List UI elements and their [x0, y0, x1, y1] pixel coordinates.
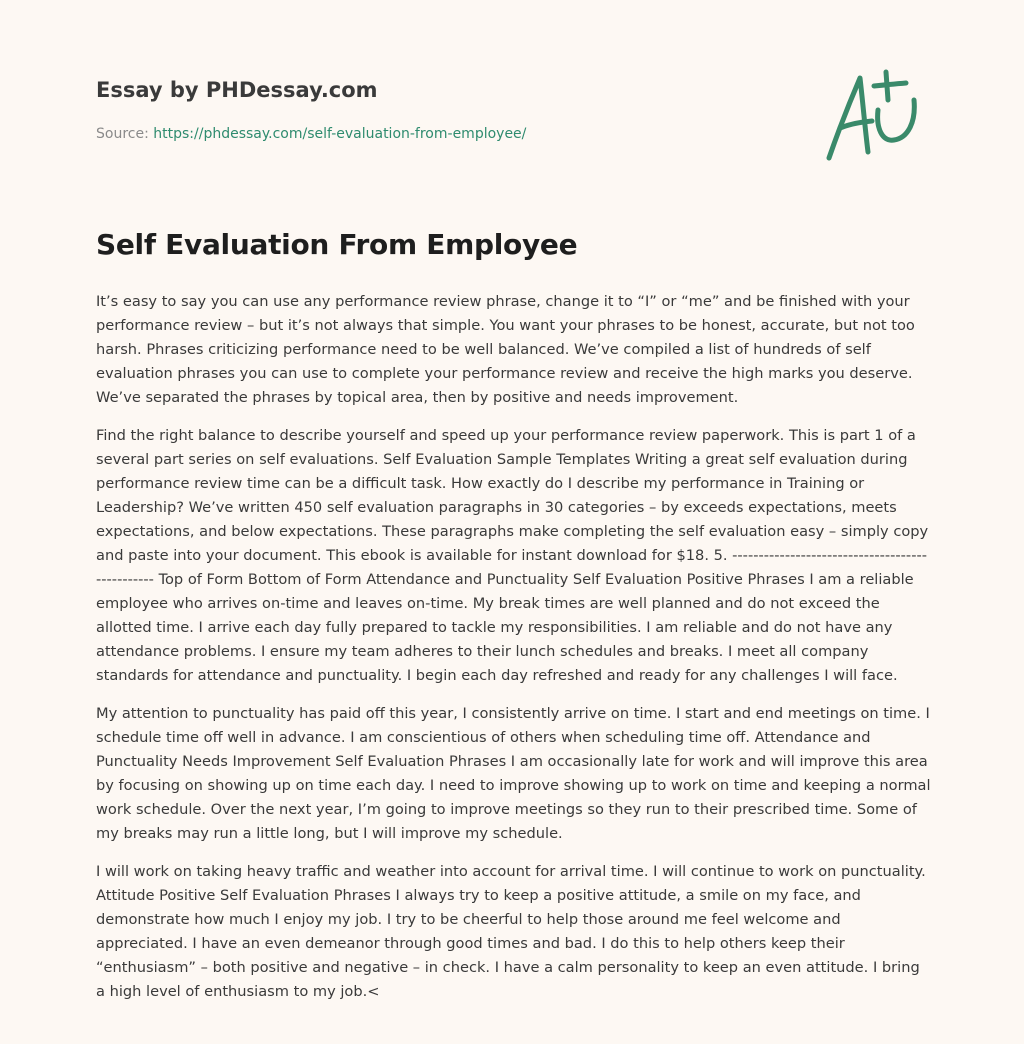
essay-paragraph-1: It’s easy to say you can use any performance review phrase, change it to “I” or “me” and be finished with your performance review – but it’s not always that simple. You want your phrases to be honest, accurate, but not too harsh. Phrases criticizing performance need to be well balanced. We’ve compiled a list of hundreds of self evaluation phrases you can use to complete your performance review and receive the high marks you deserve. We’ve separated the phrases by topical area, then by positive and needs improvement.: [96, 293, 915, 406]
source-line: [96, 124, 796, 144]
source-link[interactable]: https://phdessay.com/self-evaluation-from-employee/: [153, 126, 527, 142]
document-header: [96, 76, 796, 144]
brand-title: Essay by PHDessay.com: [96, 78, 378, 102]
essay-paragraph-3: My attention to punctuality has paid off this year, I consistently arrive on time. I start and end meetings on time. I schedule time off well in advance. I am conscientious of others when scheduling time off. Attendance and Punctuality Needs Improvement Self Evaluation Phrases I am occasionally late for work and will improve this area by focusing on showing up on time each day. I need to improve showing up to work on time and keeping a normal work schedule. Over the next year, I’m going to improve meetings so they run to their prescribed time. Some of my breaks may run a little long, but I will improve my schedule.: [96, 705, 931, 842]
essay-paragraph-4: I will work on taking heavy traffic and weather into account for arrival time. I will continue to work on punctuality. Attitude Positive Self Evaluation Phrases I always try to keep a positive attitude, a smile on my face, and demonstrate how much I enjoy my job. I try to be cheerful to help those around me feel welcome and appreciated. I have an even demeanor through good times and bad. I do this to help others keep their “enthusiasm” – both positive and negative – in check. I have a calm personality to keep an even attitude. I bring a high level of enthusiasm to my job.<: [96, 863, 926, 1000]
essay-paragraph-2: Find the right balance to describe yourself and speed up your performance review paperwork. This is part 1 of a several part series on self evaluations. Self Evaluation Sample Templates Writing a great self evaluation during performance review time can be a difficult task. How exactly do I describe my performance in Training or Leadership? We’ve written 450 self evaluation paragraphs in 30 categories – by exceeds expectations, meets expectations, and below expectations. These paragraphs make completing the self evaluation easy – simply copy and paste into your document. This ebook is available for instant download for $18. 5. ------------------------------------------------ Top of Form Bottom of Form Attendance and Punctuality Self Evaluation Positive Phrases I am a reliable employee who arrives on-time and leaves on-time. My break times are well planned and do not exceed the allotted time. I arrive each day fully prepared to tackle my responsibilities. I am reliable and do not have any attendance problems. I ensure my team adheres to their lunch schedules and breaks. I meet all company standards for attendance and punctuality. I begin each day refreshed and ready for any challenges I will face.: [96, 427, 929, 684]
essay-title: Self Evaluation From Employee: [96, 228, 578, 261]
a-plus-logo-icon: [820, 66, 930, 166]
source-label: Source:: [96, 126, 154, 142]
essay-content: [96, 226, 932, 1018]
